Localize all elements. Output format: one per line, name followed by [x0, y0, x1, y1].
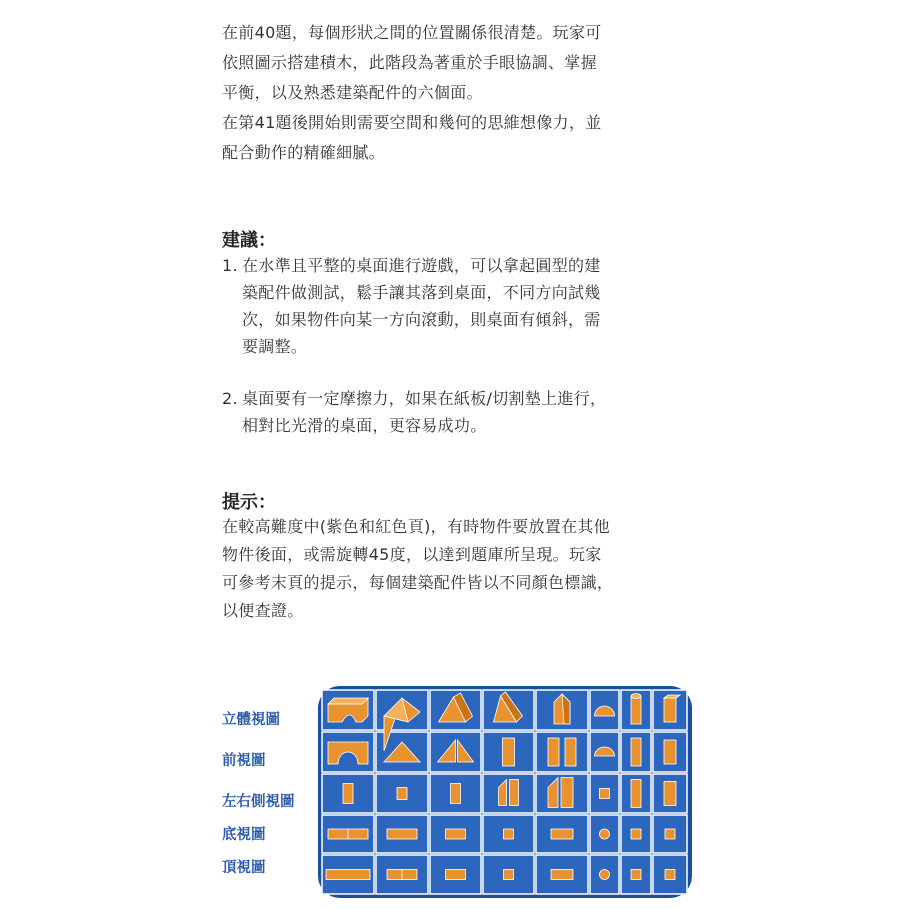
- item-line: 次，如果物件向某一方向滾動，則桌面有傾斜，需: [242, 310, 601, 329]
- piece-shape: [631, 694, 641, 699]
- view-label-side: 左右側視圖: [222, 794, 295, 810]
- intro-line: 在前40題，每個形狀之間的位置關係很清楚。玩家可: [222, 23, 602, 42]
- intro-line: 平衡，以及熟悉建築配件的六個面。: [222, 83, 483, 102]
- item-number: 2.: [222, 389, 238, 408]
- piece-shape: [664, 698, 676, 722]
- hint-line: 物件後面，或需旋轉45度，以達到題庫所呈現。玩家: [222, 545, 602, 564]
- piece-shape: [446, 829, 466, 839]
- piece-shape: [326, 870, 370, 880]
- view-label-bottom: 底視圖: [222, 827, 266, 843]
- piece-shape: [631, 696, 641, 724]
- piece-shape: [600, 829, 610, 839]
- suggestion-item-1: [222, 252, 601, 360]
- piece-shape: [504, 870, 514, 880]
- intro-line: 配合動作的精確細膩。: [222, 143, 386, 162]
- piece-shape: [402, 870, 417, 880]
- piece-shape: [631, 870, 641, 880]
- hint-line: 在較高難度中(紫色和紅色頁)，有時物件要放置在其他: [222, 517, 610, 536]
- piece-shape: [665, 829, 675, 839]
- piece-shape: [565, 738, 576, 766]
- piece-shape: [664, 740, 676, 764]
- item-line: 桌面要有一定摩擦力，如果在紙板/切割墊上進行，: [242, 389, 607, 408]
- piece-shape: [504, 829, 514, 839]
- piece-shape: [343, 784, 353, 804]
- view-label-3d: 立體視圖: [222, 712, 280, 728]
- suggestion-heading: 建議：: [222, 230, 276, 251]
- piece-shape: [387, 829, 417, 839]
- piece-shape: [328, 829, 348, 839]
- views-grid: [318, 686, 692, 898]
- suggestion-item-2: [222, 385, 606, 439]
- piece-shape: [665, 870, 675, 880]
- piece-shape: [503, 738, 515, 766]
- piece-shape: [446, 870, 466, 880]
- item-line: 要調整。: [242, 337, 308, 356]
- hint-heading: 提示：: [222, 492, 276, 513]
- hint-line: 可參考末頁的提示，每個建築配件皆以不同顏色標識，: [222, 573, 614, 592]
- piece-shape: [631, 780, 641, 808]
- piece-shape: [348, 829, 368, 839]
- intro-line: 在第41題後開始則需要空間和幾何的思維想像力，並: [222, 113, 602, 132]
- piece-shape: [328, 698, 368, 704]
- piece-shape: [631, 829, 641, 839]
- piece-shape: [510, 780, 519, 806]
- piece-shape: [551, 870, 573, 880]
- item-line: 相對比光滑的桌面，更容易成功。: [242, 416, 487, 435]
- piece-shape: [631, 738, 641, 766]
- hint-line: 以便查證。: [222, 601, 304, 620]
- item-line: 築配件做測試，鬆手讓其落到桌面，不同方向試幾: [242, 283, 601, 302]
- piece-shape: [600, 870, 610, 880]
- piece-shape: [561, 778, 573, 808]
- piece-shape: [664, 782, 676, 806]
- item-number: 1.: [222, 256, 238, 275]
- piece-shape: [600, 789, 610, 799]
- piece-shape: [387, 870, 402, 880]
- item-line: 在水準且平整的桌面進行遊戲，可以拿起圓型的建: [242, 256, 601, 275]
- piece-shape: [548, 738, 559, 766]
- intro-line: 依照圖示搭建積木，此階段為著重於手眼協調、掌握: [222, 53, 597, 72]
- view-label-front: 前視圖: [222, 753, 266, 769]
- piece-shape: [451, 784, 461, 804]
- view-label-top: 頂視圖: [222, 860, 266, 876]
- grid-cell: [536, 732, 588, 772]
- piece-shape: [551, 829, 573, 839]
- grid-cell: [483, 774, 534, 813]
- piece-shape: [397, 788, 407, 800]
